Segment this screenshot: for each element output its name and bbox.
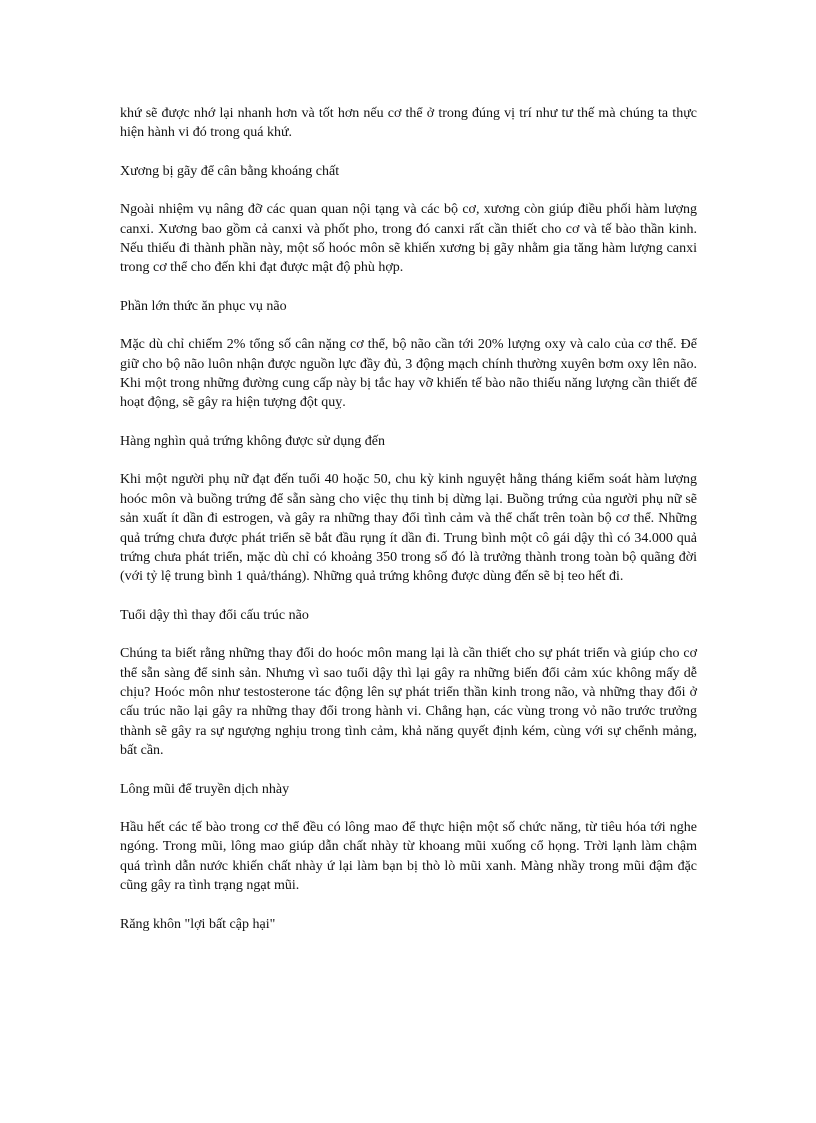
heading-wisdom-teeth: Răng khôn "lợi bất cập hại" xyxy=(120,916,276,932)
paragraph-unused-eggs: Khi một người phụ nữ đạt đến tuổi 40 hoặc 50, chu kỳ kinh nguyệt hằng tháng kiểm soát hàm lượng hoóc môn và buồng trứng để sẵn sàng cho việc thụ tinh bị dừng lại. Buồng trứng của người phụ nữ sẽ sản xuất ít dần đi estrogen, và gây ra những thay đổi tình cảm và thể chất trên toàn bộ cơ thể. Những quả trứng chưa được phát triển sẽ bắt đầu rụng ít dần đi. Trung bình một cô gái dậy thì có 34.000 quả trứng chưa phát triển, mặc dù chỉ có khoảng 350 trong số đó là trưởng thành trong toàn bộ quãng đời (với tỷ lệ trung bình 1 quả/tháng). Những quả trứng không được dùng đến sẽ bị teo hết đi. xyxy=(120,472,697,585)
paragraph-bones-minerals: Ngoài nhiệm vụ nâng đỡ các quan quan nội tạng và các bộ cơ, xương còn giúp điều phối hàm lượng canxi. Xương bao gồm cả canxi và phốt pho, trong đó canxi rất cần thiết cho cơ và tế bào thần kinh. Nếu thiếu đi thành phần này, một số hoóc môn sẽ khiến xương bị gãy nhằm gia tăng hàm lượng canxi trong cơ thể cho đến khi đạt được mật độ phù hợp. xyxy=(120,202,697,276)
paragraph-brain-food: Mặc dù chỉ chiếm 2% tổng số cân nặng cơ thể, bộ não cần tới 20% lượng oxy và calo của cơ thể. Để giữ cho bộ não luôn nhận được nguồn lực đầy đủ, 3 động mạch chính thường xuyên bơm oxy lên não. Khi một trong những đường cung cấp này bị tắc hay vỡ khiến tế bào não thiếu năng lượng cần thiết để hoạt động, sẽ gây ra hiện tượng đột quỵ. xyxy=(120,337,697,411)
heading-brain-food: Phần lớn thức ăn phục vụ não xyxy=(120,298,287,314)
document-page xyxy=(120,104,697,953)
paragraph-memory-posture: khứ sẽ được nhớ lại nhanh hơn và tốt hơn nếu cơ thể ở trong đúng vị trí như tư thế mà chúng ta thực hiện hành vi đó trong quá khứ. xyxy=(120,106,697,141)
paragraph-puberty-brain: Chúng ta biết rằng những thay đổi do hoóc môn mang lại là cần thiết cho sự phát triển và giúp cho cơ thể sẵn sàng để sinh sản. Nhưng vì sao tuổi dậy thì lại gây ra những biến đổi cảm xúc không mấy dễ chịu? Hoóc môn như testosterone tác động lên sự phát triển thần kinh trong não, và những thay đổi ở cấu trúc não lại gây ra những thay đổi trong hành vi. Chẳng hạn, các vùng trong vỏ não trước trưởng thành sẽ gây ra sự ngượng nghịu trong tình cảm, khả năng quyết định kém, cùng với sự chểnh mảng, bất cần. xyxy=(120,646,697,759)
paragraph-nose-hair: Hầu hết các tế bào trong cơ thể đều có lông mao để thực hiện một số chức năng, từ tiêu hóa tới nghe ngóng. Trong mũi, lông mao giúp dẫn chất nhày từ khoang mũi xuống cổ họng. Trời lạnh làm chậm quá trình dẫn nước khiến chất nhày ứ lại làm bạn bị thò lò mũi xanh. Màng nhầy trong mũi đậm đặc cũng gây ra tình trạng ngạt mũi. xyxy=(120,819,697,894)
heading-nose-hair: Lông mũi để truyền dịch nhày xyxy=(120,781,290,797)
heading-bones-minerals: Xương bị gãy để cân bằng khoáng chất xyxy=(120,163,340,179)
heading-unused-eggs: Hàng nghìn quả trứng không được sử dụng đến xyxy=(120,433,386,449)
heading-puberty-brain: Tuổi dậy thì thay đổi cấu trúc não xyxy=(120,607,309,623)
